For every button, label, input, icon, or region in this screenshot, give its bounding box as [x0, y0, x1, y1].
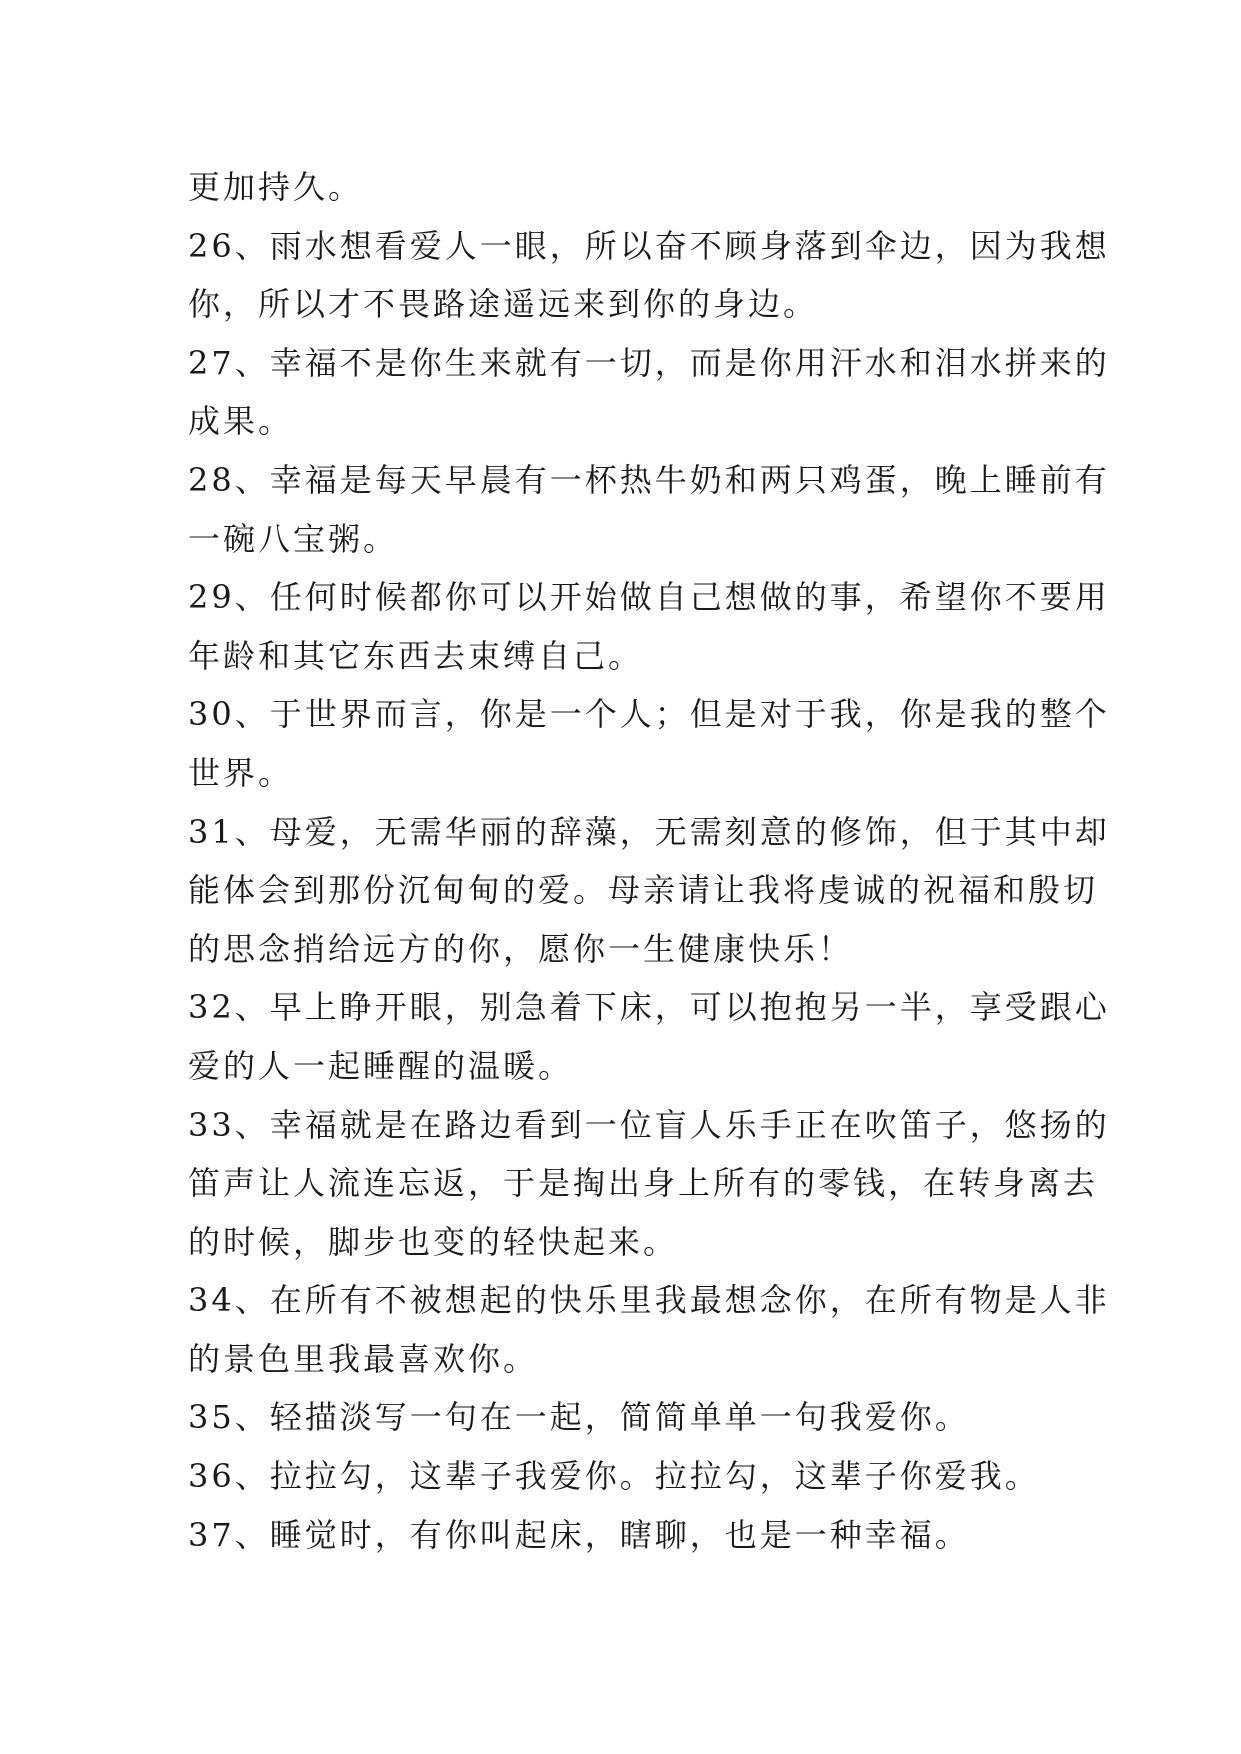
- text-line: 的思念捎给远方的你，愿你一生健康快乐！: [188, 929, 854, 968]
- text-line: 你，所以才不畏路途遥远来到你的身边。: [188, 285, 819, 324]
- text-line: 29、任何时候都你可以开始做自己想做的事，希望你不要用: [188, 578, 1110, 617]
- text-line: 32、早上睁开眼，别急着下床，可以抱抱另一半，享受跟心: [188, 988, 1110, 1027]
- text-line: 30、于世界而言，你是一个人；但是对于我，你是我的整个: [188, 695, 1110, 734]
- text-line: 更加持久。: [188, 168, 364, 206]
- text-line: 35、轻描淡写一句在一起，简简单单一句我爱你。: [188, 1398, 970, 1437]
- text-line: 能体会到那份沉甸甸的爱。母亲请让我将虔诚的祝福和殷切: [188, 871, 1099, 910]
- document-body: [188, 158, 1110, 1564]
- text-line: 27、幸福不是你生来就有一切，而是你用汗水和泪水拼来的: [188, 343, 1110, 382]
- text-line: 37、睡觉时，有你叫起床，瞎聊，也是一种幸福。: [188, 1515, 970, 1554]
- text-line: 世界。: [188, 753, 294, 792]
- text-line: 一碗八宝粥。: [188, 519, 399, 558]
- text-line: 爱的人一起睡醒的温暖。: [188, 1046, 574, 1085]
- text-line: 的时候，脚步也变的轻快起来。: [188, 1222, 679, 1261]
- text-line: 28、幸福是每天早晨有一杯热牛奶和两只鸡蛋，晚上睡前有: [188, 460, 1110, 499]
- text-line: 34、在所有不被想起的快乐里我最想念你，在所有物是人非: [188, 1281, 1110, 1320]
- text-line: 笛声让人流连忘返，于是掏出身上所有的零钱，在转身离去: [188, 1164, 1099, 1203]
- text-line: 的景色里我最喜欢你。: [188, 1339, 539, 1378]
- text-line: 成果。: [188, 402, 294, 441]
- text-line: 33、幸福就是在路边看到一位盲人乐手正在吹笛子，悠扬的: [188, 1105, 1110, 1144]
- text-line: 36、拉拉勾，这辈子我爱你。拉拉勾，这辈子你爱我。: [188, 1457, 1040, 1496]
- text-line: 31、母爱，无需华丽的辞藻，无需刻意的修饰，但于其中却: [188, 812, 1110, 851]
- text-line: 年龄和其它东西去束缚自己。: [188, 636, 644, 675]
- text-line: 26、雨水想看爱人一眼，所以奋不顾身落到伞边，因为我想: [188, 226, 1110, 265]
